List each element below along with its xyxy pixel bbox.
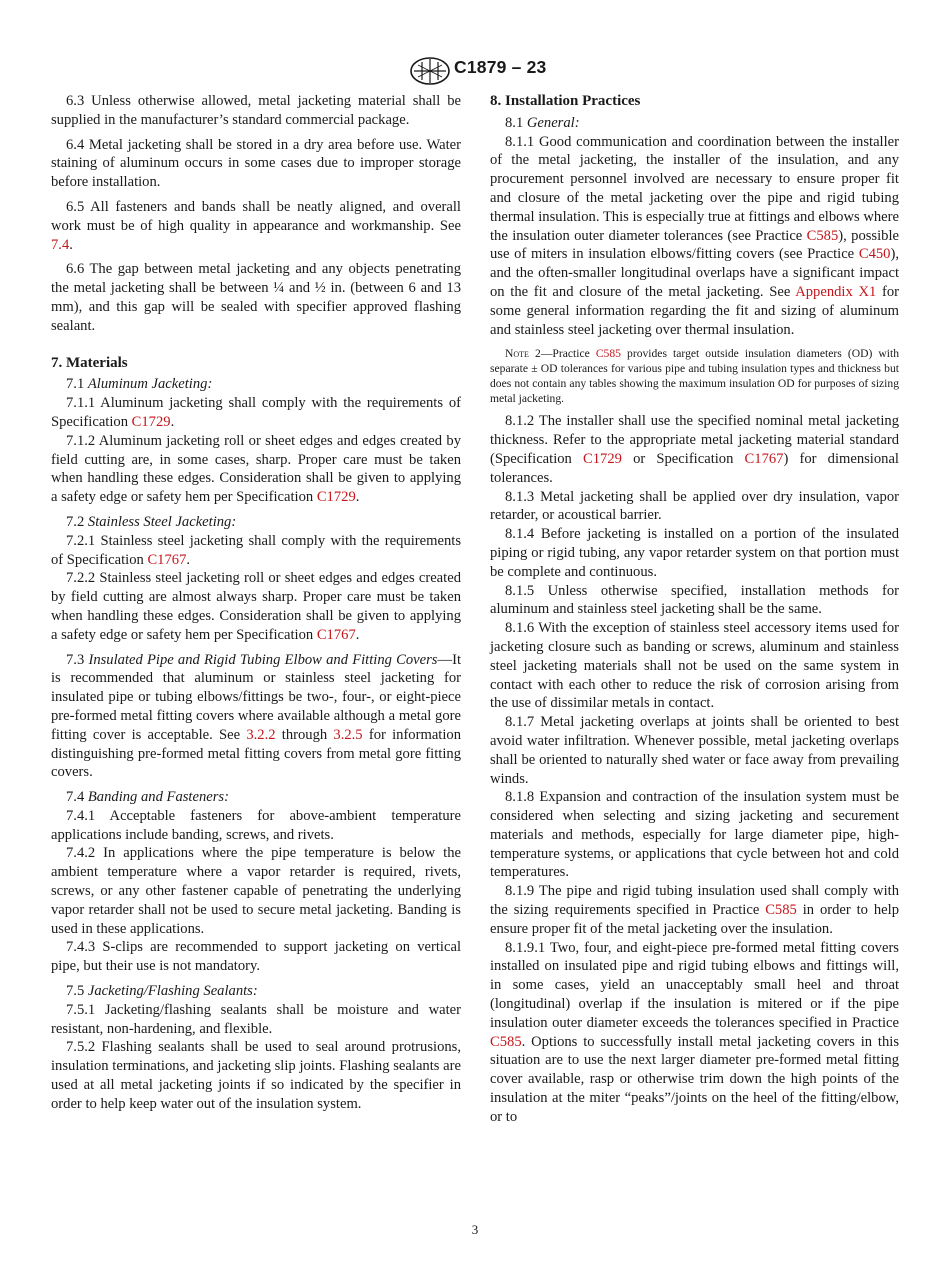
left-column	[51, 92, 461, 1114]
ref-link-3-2-2[interactable]: 3.2.2	[246, 726, 276, 743]
ref-link-c1729[interactable]: C1729	[316, 489, 356, 506]
para-8-1-8: 8.1.8 Expansion and contraction of the insulation system must be considered when selecting and sizing jacketing and securement materials and methods, especially for large diameter pipe, high-temperature systems, or applications that cycle between hot and cold temperatures.	[490, 789, 899, 881]
ref-link-c585[interactable]: C585	[765, 902, 797, 919]
ref-link-c1767[interactable]: C1767	[744, 450, 784, 467]
para-8-1: 8.1 General:	[505, 114, 580, 131]
para-7-2-2: 7.2.2 Stainless steel jacketing roll or sheet edges and edges created by field cutting are almost always sharp. Proper care must be taken when handling these edges. Consideration shall be given to applying a safety edge or safety hem per Specification C1767.	[51, 570, 461, 643]
para-7-2: 7.2 Stainless Steel Jacketing:	[66, 513, 237, 530]
para-8-1-1: 8.1.1 Good communication and coordination between the installer of the metal jacketing, the installer of the insulation, and any procurement personnel involved are necessary to ensure proper fit and closure of the metal jacketing over the pipe and rigid tubing thermal insulation. This is especially true at fittings and elbows where the insulation outer diameter tolerances (see Practice C585), possible use of miters in insulation elbows/fitting covers (see Practice C450), and the often-smaller longitudinal overlaps have a significant impact on the fit and closure of the metal jacketing. See Appendix X1 for some general information regarding the fit and sizing of aluminum and stainless steel jacketing over thermal insulation.	[490, 133, 899, 338]
note-2: Note 2—Practice C585 provides target outside insulation diameters (OD) with separate ± OD tolerances for various pipe and tubing insulation types and thickness but does not contain any tables showing the maximum insulation OD for purposes of sizing metal jacketing.	[490, 347, 900, 406]
ref-link-appendix-x1[interactable]: Appendix X1	[795, 283, 877, 300]
para-7-5-2: 7.5.2 Flashing sealants shall be used to seal around protrusions, insulation terminations, and jacketing slip joints. Flashing sealants are used at all metal jacketing joints if so indicated by the specifier in order to help keep water out of the insulation system.	[51, 1039, 461, 1112]
ref-link-c1767[interactable]: C1767	[147, 551, 187, 568]
para-8-1-6: 8.1.6 With the exception of stainless steel accessory items used for jacketing closure such as banding or screws, aluminum and stainless steel jacketing materials shall not be used on the same system in contact with each other to reduce the risk of corrosion arising from the use of dissimilar metals in contact.	[490, 620, 899, 712]
document-id: C1879 – 23	[454, 57, 547, 77]
ref-link-c1767[interactable]: C1767	[316, 626, 356, 643]
ref-link-3-2-5[interactable]: 3.2.5	[333, 726, 363, 743]
para-7-2-1: 7.2.1 Stainless steel jacketing shall comply with the requirements of Specification C1767.	[51, 532, 461, 568]
section-heading-7: 7. Materials	[51, 354, 128, 371]
para-7-1-1: 7.1.1 Aluminum jacketing shall comply with the requirements of Specification C1729.	[51, 395, 461, 430]
para-8-1-4: 8.1.4 Before jacketing is installed on a portion of the insulated piping or rigid tubing, any vapor retarder system on that portion must be complete and continuous.	[490, 526, 899, 580]
ref-link-c1729[interactable]: C1729	[131, 413, 171, 430]
right-column	[490, 92, 899, 1127]
para-8-1-9-1: 8.1.9.1 Two, four, and eight-piece pre-formed metal fitting covers installed on insulated pipe and rigid tubing elbows and fittings will, in some cases, yield an unacceptably small heel and throat (longitudinal) overlap if the insulation is mitered or if the pipe insulation outer diameter exceeds the tolerances specified in Practice C585. Options to successfully install metal jacketing covers in this situation are to use the next larger diameter pre-formed metal fitting cover available, rasp or otherwise trim down the high points of the insulation at the miter “peaks”/joints on the heel of the fitting/elbow, or to	[490, 939, 899, 1125]
ref-link-c585[interactable]: C585	[806, 227, 839, 244]
para-8-1-7: 8.1.7 Metal jacketing overlaps at joints shall be oriented to best avoid water infiltration. Whenever possible, metal jacketing overlaps shall be oriented to naturally shed water or face away from prevailing winds.	[490, 714, 899, 787]
para-7-5: 7.5 Jacketing/Flashing Sealants:	[66, 983, 258, 1000]
ref-link-c585[interactable]: C585	[490, 1033, 522, 1050]
para-7-4-1: 7.4.1 Acceptable fasteners for above-ambient temperature applications include banding, screws, and rivets.	[51, 807, 461, 843]
para-8-1-3: 8.1.3 Metal jacketing shall be applied over dry insulation, vapor retarder, or acoustical barrier.	[490, 488, 899, 524]
para-7-4-3: 7.4.3 S-clips are recommended to support jacketing on vertical pipe, but their use is not mandatory.	[51, 939, 461, 975]
para-8-1-9: 8.1.9 The pipe and rigid tubing insulation used shall comply with the sizing requirements specified in Practice C585 in order to help ensure proper fit of the metal jacketing over the insulation.	[490, 883, 899, 937]
para-6-5: 6.5 All fasteners and bands shall be neatly aligned, and overall work must be of high quality in appearance and workmanship. See 7.4.	[51, 198, 461, 253]
para-7-1-2: 7.1.2 Aluminum jacketing roll or sheet edges and edges created by field cutting are, in some cases, sharp. Proper care must be taken when handling these edges. Consideration shall be given to applying a safety edge or safety hem per Specification C1729.	[51, 432, 461, 506]
para-7-4-2: 7.4.2 In applications where the pipe temperature is below the ambient temperature where a vapor retarder is required, rivets, screws, or any other fastener capable of penetrating the underlying vapor retarder shall not be used to secure metal jacketing. Banding is used in these applications.	[51, 845, 461, 937]
para-6-3: 6.3 Unless otherwise allowed, metal jacketing material shall be supplied in the manufacturer’s standard commercial package.	[51, 93, 461, 128]
astm-logo-icon	[409, 56, 451, 86]
para-6-6: 6.6 The gap between metal jacketing and any objects penetrating the metal jacketing shall be between ¼ and ½ in. (between 6 and 13 mm), and this gap will be sealed with specifier approved flashing sealant.	[51, 261, 461, 334]
page-header	[0, 56, 950, 86]
ref-link-c585[interactable]: C585	[595, 347, 621, 361]
para-7-5-1: 7.5.1 Jacketing/flashing sealants shall be moisture and water resistant, non-hardening, and flexible.	[51, 1001, 461, 1037]
para-8-1-5: 8.1.5 Unless otherwise specified, installation methods for aluminum and stainless steel jacketing shall be the same.	[490, 582, 899, 618]
para-7-4: 7.4 Banding and Fasteners:	[66, 789, 229, 806]
section-heading-8: 8. Installation Practices	[490, 93, 641, 109]
page-number: 3	[471, 1222, 479, 1237]
para-8-1-2: 8.1.2 The installer shall use the specified nominal metal jacketing thickness. Refer to the appropriate metal jacketing material standard (Specification C1729 or Specification C1767) for dimensional tolerances.	[490, 413, 899, 486]
para-7-1: 7.1 Aluminum Jacketing:	[66, 376, 213, 393]
ref-link-c1729[interactable]: C1729	[583, 450, 622, 467]
para-6-4: 6.4 Metal jacketing shall be stored in a dry area before use. Water staining of aluminum occurs in some cases due to improper storage before installation.	[51, 136, 461, 191]
ref-link-c450[interactable]: C450	[858, 246, 891, 263]
para-7-3: 7.3 Insulated Pipe and Rigid Tubing Elbow and Fitting Covers—It is recommended that aluminum or stainless steel jacketing for insulated pipe or tubing elbows/fittings be two-, four-, or eight-piece pre-formed metal fitting covers where available although a metal gore fitting cover is acceptable. See 3.2.2 through 3.2.5 for information distinguishing pre-formed metal fitting covers from metal gore fitting covers.	[51, 651, 461, 781]
ref-link-7-4[interactable]: 7.4	[51, 236, 70, 253]
